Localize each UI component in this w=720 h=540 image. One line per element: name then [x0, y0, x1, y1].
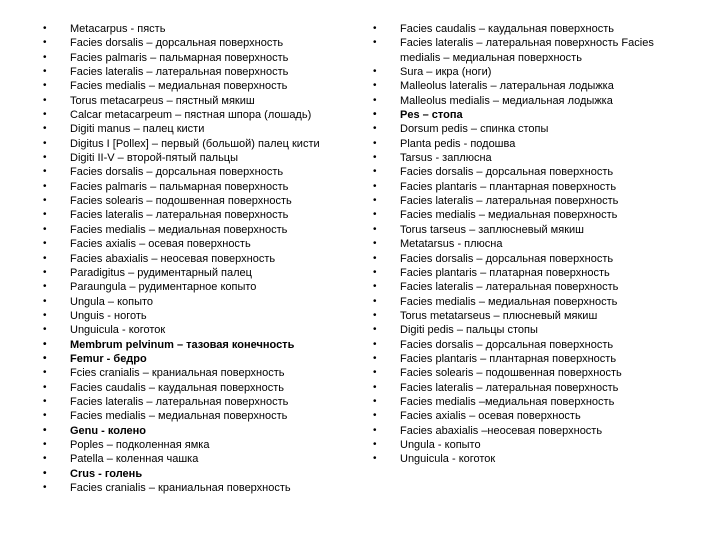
list-item — [370, 165, 690, 179]
list-item — [40, 194, 350, 208]
bullet-icon: • — [43, 23, 47, 34]
bullet-icon: • — [373, 180, 377, 192]
term-text: Facies lateralis – латеральная поверхность — [400, 195, 619, 208]
bullet-icon: • — [373, 324, 377, 336]
term-text: Facies dorsalis – дорсальная поверхность — [70, 37, 284, 50]
term-text: Facies axialis – осевая поверхность — [400, 410, 581, 423]
bullet-icon: • — [43, 295, 47, 307]
term-text: Genu - колено — [70, 424, 147, 437]
term-text: Facies dorsalis – дорсальная поверхность — [70, 166, 284, 179]
term-text: Facies medialis – медиальная поверхность — [400, 209, 618, 222]
list-item — [40, 122, 350, 136]
term-text: Patella – коленная чашка — [70, 453, 199, 466]
list-item — [370, 352, 690, 366]
list-item — [40, 395, 350, 409]
list-item — [40, 223, 350, 237]
term-text: Facies lateralis – латеральная поверхность — [400, 281, 619, 294]
list-item — [370, 122, 690, 136]
term-text: Torus tarseus – заплюсневый мякиш — [400, 223, 584, 236]
list-item — [370, 137, 690, 151]
term-text: Femur - бедро — [70, 352, 147, 365]
bullet-icon: • — [43, 51, 47, 63]
term-text: Malleolus medialis – медиальная лодыжка — [400, 94, 613, 107]
term-text: Facies solearis – подошвенная поверхность — [70, 195, 292, 208]
list-item — [370, 151, 690, 165]
list-item — [40, 51, 350, 65]
term-text: Unguis - ноготь — [70, 309, 147, 322]
bullet-icon: • — [373, 352, 377, 364]
list-item — [370, 338, 690, 352]
bullet-icon: • — [373, 281, 377, 293]
bullet-icon: • — [373, 94, 377, 106]
bullet-icon: • — [43, 281, 47, 293]
bullet-icon: • — [373, 381, 377, 393]
term-text: Fcies cranialis – краниальная поверхность — [70, 367, 285, 380]
term-text: Facies caudalis – каудальная поверхность — [70, 381, 284, 394]
list-item — [370, 79, 690, 93]
bullet-icon: • — [43, 223, 47, 235]
term-text: Digiti pedis – пальцы стопы — [400, 324, 538, 337]
list-item — [370, 366, 690, 380]
list-item — [370, 65, 690, 79]
term-text: Malleolus lateralis – латеральная лодыжка — [400, 80, 614, 93]
list-item — [40, 237, 350, 251]
term-text: Torus metacarpeus – пястный мякиш — [70, 94, 255, 107]
bullet-icon: • — [43, 238, 47, 250]
list-item — [40, 36, 350, 50]
bullet-icon: • — [43, 467, 47, 479]
bullet-icon: • — [43, 395, 47, 407]
term-text: Facies dorsalis – дорсальная поверхность — [400, 252, 614, 265]
bullet-icon: • — [43, 324, 47, 336]
term-text: Calcar metacarpeum – пястная шпора (лошадь) — [70, 109, 312, 122]
list-item — [40, 165, 350, 179]
list-item — [40, 108, 350, 122]
bullet-icon: • — [43, 195, 47, 207]
term-text: Tarsus - заплюсна — [400, 152, 492, 165]
list-item — [370, 280, 690, 294]
list-item — [40, 409, 350, 423]
bullet-icon: • — [43, 80, 47, 92]
term-text: Ungula - копыто — [400, 438, 481, 451]
list-item — [40, 323, 350, 337]
term-text: Facies medialis – медиальная поверхность — [70, 410, 288, 423]
bullet-icon: • — [373, 238, 377, 250]
term-text: Facies palmaris – пальмарная поверхность — [70, 51, 289, 64]
list-item — [370, 424, 690, 438]
term-text: Facies plantaris – платарная поверхность — [400, 266, 610, 279]
list-item — [370, 94, 690, 108]
list-item — [370, 36, 690, 65]
bullet-icon: • — [373, 209, 377, 221]
term-text: Facies lateralis – латеральная поверхность — [400, 381, 619, 394]
bullet-icon: • — [43, 309, 47, 321]
bullet-icon: • — [373, 266, 377, 278]
term-text: Digiti manus – палец кисти — [70, 123, 205, 136]
list-item — [40, 366, 350, 380]
left-term-list — [40, 22, 350, 495]
term-text: Facies abaxialis –неосевая поверхность — [400, 424, 603, 437]
term-text: Ungula – копыто — [70, 295, 154, 308]
bullet-icon: • — [373, 223, 377, 235]
bullet-icon: • — [43, 137, 47, 149]
term-text: Metacarpus - пясть — [70, 23, 166, 35]
term-text: Facies abaxialis – неосевая поверхность — [70, 252, 276, 265]
list-item — [40, 252, 350, 266]
bullet-icon: • — [373, 367, 377, 379]
term-text: Sura – икра (ноги) — [400, 66, 492, 79]
list-item — [370, 395, 690, 409]
term-text: Crus - голень — [70, 467, 143, 480]
bullet-icon: • — [373, 252, 377, 264]
list-item — [370, 452, 690, 466]
bullet-icon: • — [373, 195, 377, 207]
bullet-icon: • — [43, 438, 47, 450]
term-text: Facies caudalis – каудальная поверхность — [400, 23, 614, 35]
list-item — [40, 79, 350, 93]
term-text: Poples – подколенная ямка — [70, 438, 210, 451]
term-text: Facies plantaris – плантарная поверхность — [400, 180, 617, 193]
list-item — [40, 280, 350, 294]
term-text: Planta pedis - подошва — [400, 137, 516, 150]
list-item — [370, 438, 690, 452]
list-item — [370, 223, 690, 237]
bullet-icon: • — [373, 453, 377, 465]
list-item — [40, 438, 350, 452]
list-item — [40, 295, 350, 309]
term-text: Facies medialis – медиальная поверхность — [70, 80, 288, 93]
term-text: Facies lateralis – латеральная поверхность — [70, 66, 289, 79]
term-text: Paraungula – рудиментарное копыто — [70, 281, 257, 294]
bullet-icon: • — [373, 338, 377, 350]
term-text: Facies dorsalis – дорсальная поверхность — [400, 166, 614, 179]
list-item — [370, 237, 690, 251]
term-text: Pes – стопа — [400, 109, 463, 122]
bullet-icon: • — [373, 109, 377, 121]
bullet-icon: • — [43, 410, 47, 422]
term-text: Torus metatarseus – плюсневый мякиш — [400, 309, 598, 322]
list-item — [370, 180, 690, 194]
bullet-icon: • — [373, 152, 377, 164]
list-item — [40, 381, 350, 395]
list-item — [40, 452, 350, 466]
term-text: Facies cranialis – краниальная поверхность — [70, 482, 291, 494]
bullet-icon: • — [373, 166, 377, 178]
term-text: Facies plantaris – плантарная поверхность — [400, 352, 617, 365]
bullet-icon: • — [373, 309, 377, 321]
bullet-icon: • — [43, 66, 47, 78]
bullet-icon: • — [43, 252, 47, 264]
bullet-icon: • — [43, 94, 47, 106]
list-item — [370, 208, 690, 222]
list-item — [40, 338, 350, 352]
term-text: Facies lateralis – латеральная поверхность — [70, 395, 289, 408]
list-item — [370, 409, 690, 423]
bullet-icon: • — [373, 137, 377, 149]
list-item — [370, 22, 690, 36]
bullet-icon: • — [43, 453, 47, 465]
list-item — [370, 266, 690, 280]
list-item — [370, 194, 690, 208]
list-item — [40, 151, 350, 165]
bullet-icon: • — [43, 166, 47, 178]
bullet-icon: • — [43, 266, 47, 278]
term-text: Dorsum pedis – спинка стопы — [400, 123, 549, 136]
bullet-icon: • — [373, 438, 377, 450]
bullet-icon: • — [373, 295, 377, 307]
list-item — [370, 108, 690, 122]
bullet-icon: • — [43, 482, 47, 493]
list-item — [370, 323, 690, 337]
term-text: Facies palmaris – пальмарная поверхность — [70, 180, 289, 193]
term-text: Facies lateralis – латеральная поверхность — [70, 209, 289, 222]
bullet-icon: • — [43, 152, 47, 164]
bullet-icon: • — [43, 338, 47, 350]
bullet-icon: • — [373, 23, 377, 34]
bullet-icon: • — [43, 123, 47, 135]
bullet-icon: • — [43, 367, 47, 379]
bullet-icon: • — [373, 80, 377, 92]
term-text: Digitus I [Pollex] – первый (большой) палец кисти — [70, 137, 320, 150]
term-text: Unguicula - коготок — [400, 453, 496, 466]
list-item — [40, 208, 350, 222]
bullet-icon: • — [373, 66, 377, 78]
list-item — [40, 352, 350, 366]
list-item — [370, 295, 690, 309]
bullet-icon: • — [373, 410, 377, 422]
bullet-icon: • — [373, 395, 377, 407]
list-item — [40, 94, 350, 108]
list-item — [40, 65, 350, 79]
right-term-list — [370, 22, 690, 467]
bullet-icon: • — [43, 381, 47, 393]
list-item — [40, 467, 350, 481]
term-text: Membrum pelvinum – тазовая конечность — [70, 338, 295, 351]
bullet-icon: • — [43, 209, 47, 221]
list-item — [40, 266, 350, 280]
bullet-icon: • — [43, 37, 47, 49]
term-text: Unguicula - коготок — [70, 324, 166, 337]
term-text: Facies medialis – медиальная поверхность — [70, 223, 288, 236]
bullet-icon: • — [373, 424, 377, 436]
term-text: Facies solearis – подошвенная поверхность — [400, 367, 622, 380]
list-item — [40, 180, 350, 194]
list-item — [40, 424, 350, 438]
list-item — [40, 22, 350, 36]
bullet-icon: • — [373, 123, 377, 135]
term-text: Facies dorsalis – дорсальная поверхность — [400, 338, 614, 351]
list-item — [40, 481, 350, 495]
bullet-icon: • — [43, 352, 47, 364]
list-item — [40, 137, 350, 151]
term-text: Facies medialis –медиальная поверхность — [400, 395, 615, 408]
term-text: Metatarsus - плюсна — [400, 238, 503, 251]
term-text: Facies lateralis – латеральная поверхность Facies medialis – медиальная поверхность — [400, 37, 654, 64]
bullet-icon: • — [373, 37, 377, 49]
term-text: Paradigitus – рудиментарный палец — [70, 266, 252, 279]
term-text: Facies medialis – медиальная поверхность — [400, 295, 618, 308]
bullet-icon: • — [43, 109, 47, 121]
list-item — [370, 381, 690, 395]
bullet-icon: • — [43, 180, 47, 192]
term-text: Digiti II-V – второй-пятый пальцы — [70, 152, 239, 165]
bullet-icon: • — [43, 424, 47, 436]
list-item — [370, 252, 690, 266]
list-item — [40, 309, 350, 323]
list-item — [370, 309, 690, 323]
term-text: Facies axialis – осевая поверхность — [70, 238, 251, 251]
